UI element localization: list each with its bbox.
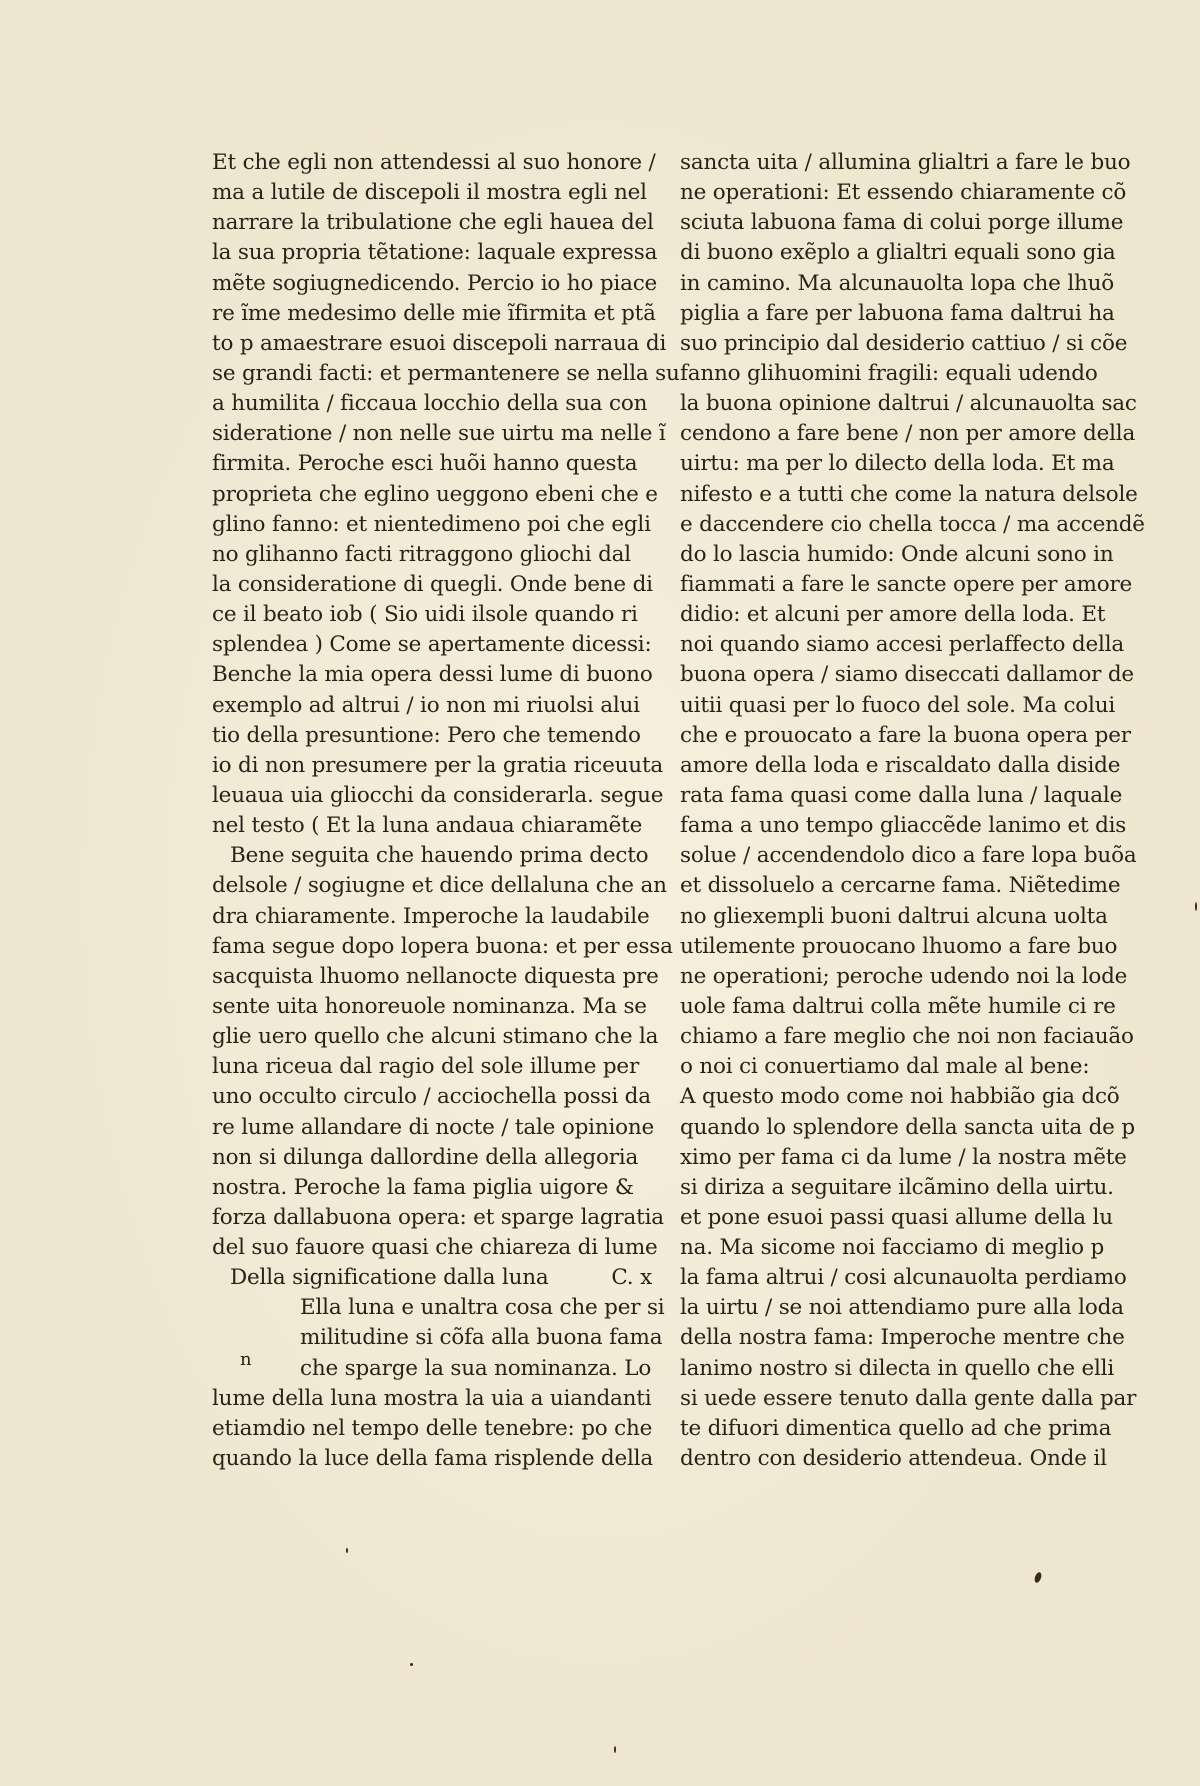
- text-line: to p amaestrare esuoi discepoli narraua di: [212, 330, 667, 356]
- guide-letter: n: [240, 1349, 252, 1370]
- text-line: lume della luna mostra la uia a uiandanti: [212, 1385, 652, 1411]
- right-paragraph: [680, 148, 1145, 1474]
- text-line: splendea ) Come se apertamente dicessi:: [212, 632, 652, 658]
- text-line: fama segue dopo lopera buona: et per essa: [212, 933, 673, 959]
- right-text-column: [680, 148, 1145, 1474]
- text-line: ximo per fama ci da lume / la nostra mẽte: [680, 1144, 1127, 1170]
- text-line: piglia a fare per labuona fama daltrui ha: [680, 300, 1115, 326]
- text-line: suo principio dal desiderio cattiuo / si cõe: [680, 330, 1128, 356]
- text-line: re lume allandare di nocte / tale opinione: [212, 1114, 655, 1140]
- text-line: della nostra fama: Imperoche mentre che: [680, 1325, 1125, 1351]
- text-line: cendono a fare bene / non per amore della: [680, 421, 1136, 447]
- text-line: la consideratione di quegli. Onde bene di: [212, 571, 653, 597]
- text-line: uno occulto circulo / acciochella possi da: [212, 1084, 651, 1110]
- text-line: na. Ma sicome noi facciamo di meglio p: [680, 1235, 1105, 1261]
- text-line: chiamo a fare meglio che noi non faciauão: [680, 1024, 1134, 1050]
- text-line: mẽte sogiugnedicendo. Percio io ho piace: [212, 270, 658, 296]
- left-text-column: [212, 148, 680, 1474]
- text-line: Bene seguita che hauendo prima decto: [230, 843, 649, 869]
- text-line: delsole / sogiugne et dice dellaluna che an: [212, 873, 667, 899]
- text-line: A questo modo come noi habbião gia dcõ: [680, 1084, 1120, 1110]
- text-line: no glihanno facti ritraggono gliochi dal: [212, 541, 631, 567]
- text-line: del suo fauore quasi che chiareza di lume: [212, 1235, 658, 1261]
- text-line: e daccendere cio chella tocca / ma accendẽ: [680, 511, 1145, 537]
- text-line: uitii quasi per lo fuoco del sole. Ma colui: [680, 692, 1116, 718]
- text-line: dra chiaramente. Imperoche la laudabile: [212, 903, 650, 929]
- ink-speck: [1195, 902, 1197, 911]
- text-line: nifesto e a tutti che come la natura delsole: [680, 481, 1138, 507]
- text-line: narrare la tribulatione che egli hauea del: [212, 210, 654, 236]
- text-line: ma a lutile de discepoli il mostra egli nel: [212, 180, 647, 206]
- text-line: buona opera / siamo diseccati dallamor de: [680, 662, 1134, 688]
- text-line: militudine si cõfa alla buona fama: [300, 1325, 663, 1351]
- text-line: si uede essere tenuto dalla gente dalla par: [680, 1385, 1137, 1411]
- text-line: tio della presuntione: Pero che temendo: [212, 722, 641, 748]
- text-line: solue / accendendolo dico a fare lopa buõa: [680, 843, 1137, 869]
- text-line: di buono exẽplo a glialtri equali sono gia: [680, 240, 1116, 266]
- text-line: leuaua uia gliocchi da considerarla. segue: [212, 782, 664, 808]
- text-line: quando lo splendore della sancta uita de p: [680, 1114, 1135, 1140]
- text-line: re ĩme medesimo delle mie ĩfirmita et ptã: [212, 300, 656, 326]
- text-line: se grandi facti: et permantenere se nella su: [212, 360, 680, 386]
- text-line: sancta uita / allumina glialtri a fare le buo: [680, 150, 1131, 175]
- text-line: Benche la mia opera dessi lume di buono: [212, 662, 653, 688]
- text-line: a humilita / ficcaua locchio della sua con: [212, 391, 648, 417]
- chapter-heading-text: Della significatione dalla luna: [230, 1265, 549, 1291]
- left-paragraph: [212, 148, 680, 1263]
- text-line: utilemente prouocano lhuomo a fare buo: [680, 933, 1118, 959]
- text-line: si diriza a seguitare ilcãmino della uirtu.: [680, 1174, 1114, 1200]
- text-line: luna riceua dal ragio del sole illume per: [212, 1054, 640, 1080]
- text-line: dentro con desiderio attendeua. Onde il: [680, 1446, 1107, 1472]
- text-line: in camino. Ma alcunauolta lopa che lhuõ: [680, 270, 1115, 296]
- chapter-number: C. x: [611, 1265, 652, 1291]
- text-line: ne operationi: Et essendo chiaramente cõ: [680, 180, 1127, 206]
- text-line: sacquista lhuomo nellanocte diquesta pre: [212, 963, 659, 989]
- text-line: Ella luna e unaltra cosa che per si: [300, 1295, 665, 1321]
- text-line: ce il beato iob ( Sio uidi ilsole quando ri: [212, 602, 638, 628]
- text-line: la sua propria tẽtatione: laquale expressa: [212, 240, 658, 266]
- text-line: o noi ci conuertiamo dal male al bene:: [680, 1054, 1090, 1080]
- ink-speck: [614, 1746, 616, 1753]
- text-line: ne operationi; peroche udendo noi la lode: [680, 963, 1128, 989]
- text-line: fiammati a fare le sancte opere per amore: [680, 571, 1133, 597]
- text-line: glie uero quello che alcuni stimano che la: [212, 1024, 659, 1050]
- text-line: exemplo ad altrui / io non mi riuolsi alui: [212, 692, 640, 718]
- ink-speck: [346, 1548, 348, 1553]
- ink-speck: [1033, 1571, 1042, 1583]
- text-line: che sparge la sua nominanza. Lo: [300, 1355, 652, 1381]
- text-line: la uirtu / se noi attendiamo pure alla loda: [680, 1295, 1124, 1321]
- text-line: nel testo ( Et la luna andaua chiaramẽte: [212, 813, 643, 839]
- text-line: sciuta labuona fama di colui porge illume: [680, 210, 1124, 236]
- text-line: amore della loda e riscaldato dalla diside: [680, 752, 1121, 778]
- text-line: nostra. Peroche la fama piglia uigore &: [212, 1174, 634, 1200]
- chapter-heading: [212, 1263, 652, 1293]
- text-line: che e prouocato a fare la buona opera per: [680, 722, 1131, 748]
- text-line: io di non presumere per la gratia riceuuta: [212, 752, 664, 778]
- text-line: sideratione / non nelle sue uirtu ma nelle ĩ: [212, 421, 666, 447]
- text-line: uirtu: ma per lo dilecto della loda. Et ma: [680, 451, 1115, 477]
- text-line: sente uita honoreuole nominanza. Ma se: [212, 993, 647, 1019]
- text-line: lanimo nostro si dilecta in quello che elli: [680, 1355, 1115, 1381]
- text-line: firmita. Peroche esci huõi hanno questa: [212, 451, 638, 477]
- text-line: glino fanno: et nientedimeno poi che egli: [212, 511, 651, 537]
- text-line: et dissoluelo a cercarne fama. Niẽtedime: [680, 873, 1121, 899]
- text-line: etiamdio nel tempo delle tenebre: po che: [212, 1415, 653, 1441]
- chapter-opening-paragraph: [212, 1293, 665, 1474]
- text-line: no gliexempli buoni daltrui alcuna uolta: [680, 903, 1108, 929]
- text-line: Et che egli non attendessi al suo honore /: [212, 150, 656, 175]
- text-line: do lo lascia humido: Onde alcuni sono in: [680, 541, 1114, 567]
- text-line: proprieta che eglino ueggono ebeni che e: [212, 481, 658, 507]
- text-line: quando la luce della fama risplende della: [212, 1446, 653, 1472]
- text-line: rata fama quasi come dalla luna / laquale: [680, 782, 1123, 808]
- text-line: fanno glihuomini fragili: equali udendo: [680, 360, 1098, 386]
- text-line: la fama altrui / cosi alcunauolta perdiamo: [680, 1265, 1127, 1291]
- text-line: uole fama daltrui colla mẽte humile ci re: [680, 993, 1116, 1019]
- text-line: et pone esuoi passi quasi allume della lu: [680, 1204, 1113, 1230]
- text-line: la buona opinione daltrui / alcunauolta sac: [680, 391, 1137, 417]
- ink-speck: [410, 1663, 413, 1666]
- text-line: non si dilunga dallordine della allegoria: [212, 1144, 639, 1170]
- text-line: forza dallabuona opera: et sparge lagratia: [212, 1204, 664, 1230]
- text-line: noi quando siamo accesi perlaffecto della: [680, 632, 1124, 658]
- text-line: didio: et alcuni per amore della loda. Et: [680, 602, 1106, 628]
- text-line: fama a uno tempo gliaccẽde lanimo et dis: [680, 813, 1127, 839]
- text-line: te difuori dimentica quello ad che prima: [680, 1415, 1112, 1441]
